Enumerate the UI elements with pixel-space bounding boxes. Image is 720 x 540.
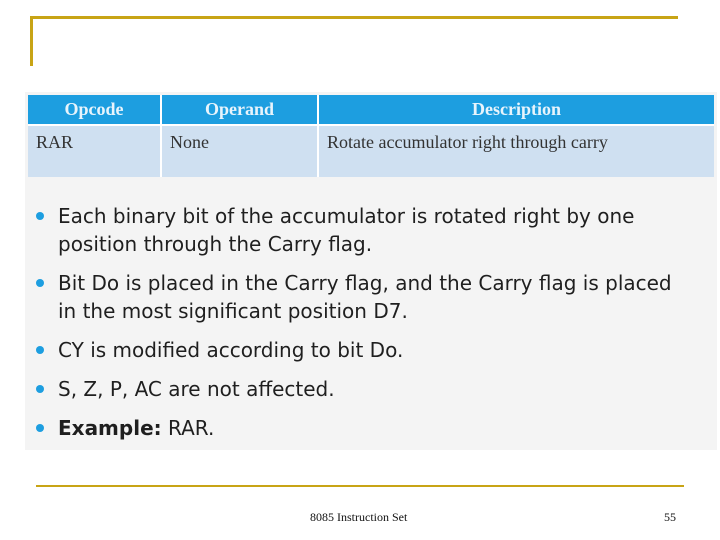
bullet-icon (36, 424, 44, 432)
list-item (36, 375, 696, 403)
cell-description: Rotate accumulator right through carry (319, 124, 714, 177)
top-frame-line (30, 16, 678, 19)
list-item (36, 336, 696, 364)
bullet-icon (36, 385, 44, 393)
bottom-frame-line (36, 485, 684, 487)
list-item (36, 202, 696, 258)
header-description: Description (319, 95, 714, 124)
bullet-icon (36, 279, 44, 287)
table-header-row (28, 95, 714, 124)
bullet-icon (36, 346, 44, 354)
bullet-list (36, 202, 696, 453)
page-number: 55 (664, 510, 676, 524)
cell-operand: None (162, 124, 319, 177)
bullet-text: S, Z, P, AC are not affected. (58, 377, 335, 401)
header-operand: Operand (162, 95, 319, 124)
left-frame-line (30, 16, 33, 66)
bullet-text: Bit Do is placed in the Carry flag, and the Carry flag is placed in the most significant position D7. (58, 271, 672, 323)
bullet-icon (36, 212, 44, 220)
bullet-text: Each binary bit of the accumulator is rotated right by one position through the Carry flag. (58, 204, 635, 256)
cell-opcode: RAR (28, 124, 162, 177)
list-item-example (36, 414, 696, 442)
bullet-text: CY is modified according to bit Do. (58, 338, 404, 362)
instruction-table (28, 95, 714, 177)
header-opcode: Opcode (28, 95, 162, 124)
example-label: Example: (58, 416, 162, 440)
table-row (28, 124, 714, 177)
example-value: RAR. (161, 416, 215, 440)
list-item (36, 269, 696, 325)
footer-title: 8085 Instruction Set (310, 510, 408, 524)
